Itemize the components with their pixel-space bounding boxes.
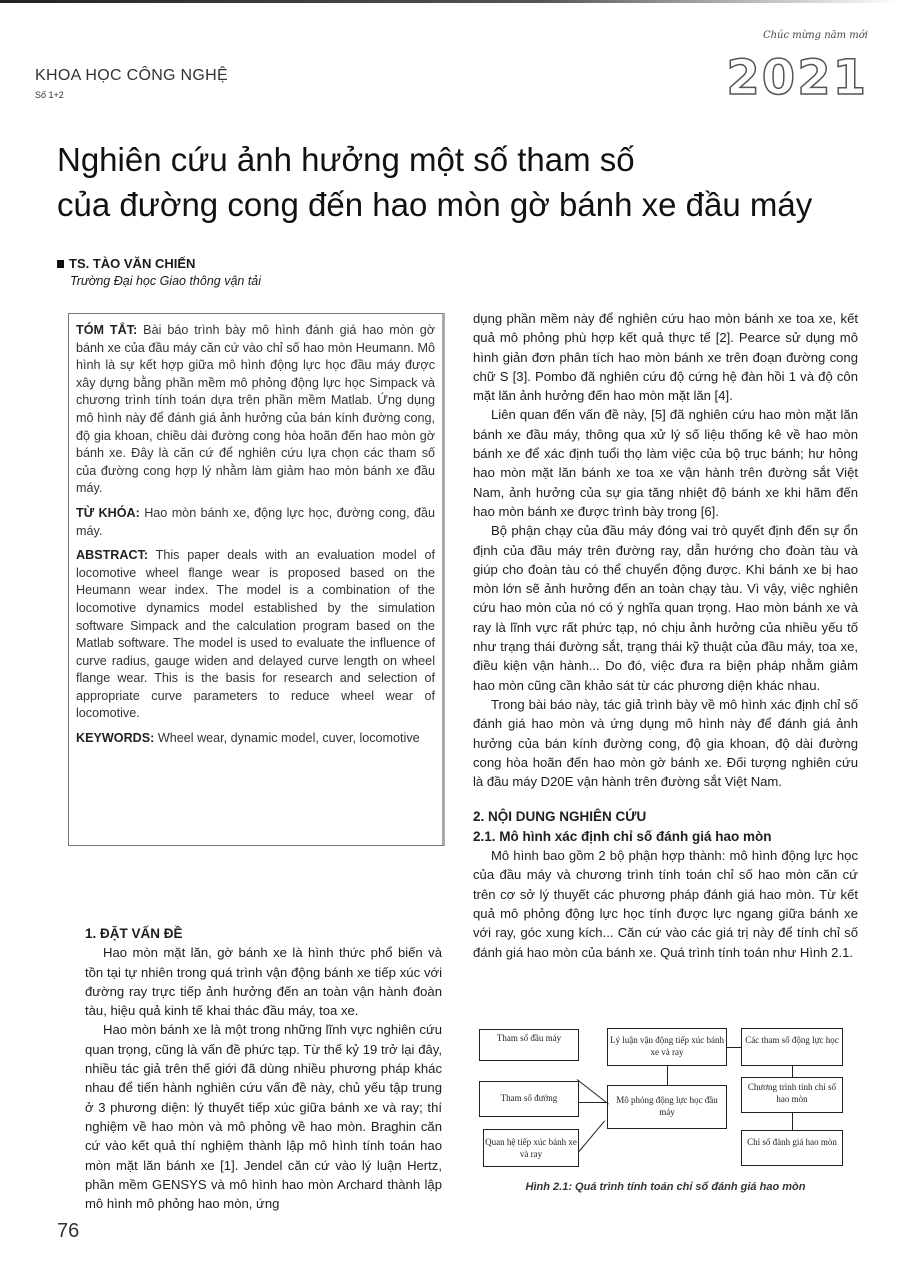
page-number: 76 <box>57 1220 80 1242</box>
paragraph: Bộ phận chạy của đầu máy đóng vai trò quyết định đến sự ổn định của đầu máy trên đường ray, dẫn hướng cho đoàn tàu và giúp cho đoàn tàu có thể chuyển động được. Khi bánh xe bị hao mòn lớn sẽ ảnh hưởng đến an toàn chạy tàu. Vì vậy, việc nghiên cứu hao mòn của nó có ý nghĩa quan trọng. Hao mòn bánh xe và ray là lĩnh vực rất phức tạp, nó chịu ảnh hưởng của nhiều yếu tố như trạng thái đường sắt, trạng thái kỹ thuật của đầu máy, toa xe, điều kiện vận hành... Do đó, việc đưa ra biện pháp nhằm giảm hao mòn cũng cần khảo sát từ các phương diện khác nhau. <box>473 523 858 693</box>
issue-number: Số 1+2 <box>35 90 64 100</box>
new-year-logo <box>718 30 868 105</box>
abstract-box <box>68 313 445 846</box>
box-track-params: Tham số đường <box>479 1081 579 1117</box>
paragraph: Mô hình bao gồm 2 bộ phận hợp thành: mô hình động lực học của đầu máy và chương trình tính toán chỉ số hao mòn căn cứ trên cơ sở lý thuyết các phương pháp đánh giá hao mòn. Từ kết quả mô phỏng động lực học tính được lực ngang giữa bánh xe với ray, góc xung kích... Căn cứ vào các giá trị này để tính chỉ số đánh giá hao mòn của bánh xe. Quá trình tính toán như Hình 2.1. <box>473 848 858 960</box>
arrow <box>579 1102 607 1103</box>
summary-text: Bài báo trình bày mô hình đánh giá hao mòn gờ bánh xe của đầu máy căn cứ vào chỉ số hao mòn Heumann. Mô hình là sự kết hợp giữa mô hình động lực học đầu máy được xây dựng bằng phần mềm mô phỏng động lực học Simpack và chương trình tính toán dựa trên phần mềm Matlab. Ứng dụng mô hình này để đánh giá ảnh hưởng của bán kính đường cong, độ gia khoan, chiều dài đường cong hòa hoãn đến hao mòn gờ bánh xe. Đây là căn cứ để nghiên cứu lựa chọn các tham số của đường cong hợp lý nhằm làm giảm hao mòn bánh xe đầu máy. <box>76 323 435 496</box>
arrow <box>577 1079 609 1104</box>
section-heading-2: 2. NỘI DUNG NGHIÊN CỨU <box>473 809 647 825</box>
keywords-vi-label: TỪ KHÓA: <box>76 505 140 520</box>
affiliation: Trường Đại học Giao thông vận tải <box>70 274 262 288</box>
arrow <box>792 1066 793 1077</box>
figure-caption: Hình 2.1: Quá trình tính toán chỉ số đánh giá hao mòn <box>525 1181 806 1193</box>
article-title <box>57 137 857 227</box>
box-wear-index: Chỉ số đánh giá hao mòn <box>741 1130 843 1166</box>
abstract-en <box>76 547 435 723</box>
section-heading-1: 1. ĐẶT VẤN ĐỀ <box>85 926 183 941</box>
subsection-heading-2-1: 2.1. Mô hình xác định chỉ số đánh giá hao mòn <box>473 828 772 844</box>
paragraph: dụng phần mềm này để nghiên cứu hao mòn bánh xe toa xe, kết quả mô phỏng phù hợp kết quả thực tế [2]. Pearce sử dụng mô hình giản đơn phân tích hao mòn bánh xe trên đoạn đường cong chữ S [3]. Pombo đã nghiên cứu độ cứng hệ đàn hồi 1 và độ côn mặt lăn ảnh hưởng đến hao mòn mặt lăn [4]. <box>473 311 858 404</box>
paragraph: Hao mòn mặt lăn, gờ bánh xe là hình thức phổ biến và tồn tại tự nhiên trong quá trình vận động bánh xe tiếp xúc với đường ray trực tiếp ảnh hưởng đến an toàn vận hành đoàn tàu, hiệu quả kinh tế khai thác đầu máy, toa xe. <box>85 945 442 1019</box>
logo-script: Chúc mừng năm mới <box>762 30 868 41</box>
box-contact-relation: Quan hệ tiếp xúc bánh xe và ray <box>483 1129 579 1167</box>
scan-edge <box>0 0 899 3</box>
abstract-text: This paper deals with an evaluation model of locomotive wheel flange wear is proposed based on the Heumann wear index. The model is a combination of the locomotive dynamics model established by the simulation software Simpack and the calculation program based on the Matlab software. The model is used to evaluate the influence of curve radius, gauge widen and delayed curve length on wheel flange wear. This is the basis for research and selection of appropriate curve parameters to reduce wheel wear of locomotive. <box>76 548 435 721</box>
arrow <box>667 1066 668 1085</box>
abstract-label: ABSTRACT: <box>76 548 149 563</box>
keywords-vi <box>76 505 435 540</box>
logo-year: 2021 <box>726 50 868 106</box>
keywords-text: Wheel wear, dynamic model, cuver, locomotive <box>154 731 420 746</box>
journal-section: KHOA HỌC CÔNG NGHỆ <box>35 67 228 84</box>
left-column <box>85 924 442 1213</box>
right-column <box>473 309 858 962</box>
box-contact-theory: Lý luận vận động tiếp xúc bánh xe và ray <box>607 1028 727 1066</box>
arrow <box>792 1113 793 1130</box>
paragraph: Trong bài báo này, tác giả trình bày về mô hình xác định chỉ số đánh giá hao mòn và ứng dụng mô hình này để đánh giá ảnh hưởng của bán kính đường cong, độ gia khoan, độ dài đường cong hòa hoãn đến hao mòn gờ bánh xe. Đối tượng nghiên cứu là đầu máy D20E vận hành trên đường sắt Việt Nam. <box>473 696 858 790</box>
paragraph: Liên quan đến vấn đề này, [5] đã nghiên cứu hao mòn mặt lăn bánh xe đầu máy, thông qua xử lý số liệu thống kê về hao mòn bánh xe để xác định tuổi thọ làm việc của bộ trục bánh; hư hỏng hao mòn mặt lăn bánh xe toa xe vận hành trên đường sắt Việt Nam, ảnh hưởng của sự gia tăng nhiệt độ bánh xe khi hãm đến hao mòn bánh xe được trình bày trong [6]. <box>473 407 858 519</box>
author: TS. TÀO VĂN CHIẾN <box>57 256 195 271</box>
arrow <box>727 1047 741 1048</box>
arrow <box>579 1121 605 1152</box>
keywords-vi-text: Hao mòn bánh xe, động lực học, đường cong, đầu máy. <box>76 505 435 538</box>
box-locomotive-params: Tham số đầu máy <box>479 1029 579 1061</box>
summary-label: TÓM TẮT: <box>76 323 138 337</box>
title-line-1: Nghiên cứu ảnh hưởng một số tham số <box>57 141 635 178</box>
box-dynamics-simulation: Mô phỏng động lực học đầu máy <box>607 1085 727 1129</box>
title-line-2: của đường cong đến hao mòn gờ bánh xe đầu máy <box>57 186 813 223</box>
paragraph: Hao mòn bánh xe là một trong những lĩnh vực nghiên cứu quan trọng, cũng là vấn đề phức tạp. Từ thế kỷ 19 trở lại đây, nhiều tác giả trên thế giới đã dùng nhiều phương pháp khác nhau để tiến hành nghiên cứu vấn đề này, chủ yếu tập trung ở 3 phương diện: lý thuyết tiếp xúc giữa bánh xe và ray; thí nghiệm về hao mòn và mô phỏng về hao mòn. Braghin căn cứ vào kết quả thí nghiệm thành lập mô hình tính toán hao mòn mặt lăn bánh xe [1]. Jendel căn cứ vào lý luận Hertz, phần mềm GENSYS và mô hình hao mòn Archard thành lập mô hình mô phỏng hao mòn, ứng <box>85 1022 442 1212</box>
keywords-label: KEYWORDS: <box>76 731 155 746</box>
box-dynamic-params: Các tham số động lực học <box>741 1028 843 1066</box>
flow-diagram <box>473 1025 858 1175</box>
summary-vi <box>76 322 435 498</box>
keywords-en <box>76 730 435 748</box>
box-wear-program: Chương trình tính chỉ số hao mòn <box>741 1077 843 1113</box>
